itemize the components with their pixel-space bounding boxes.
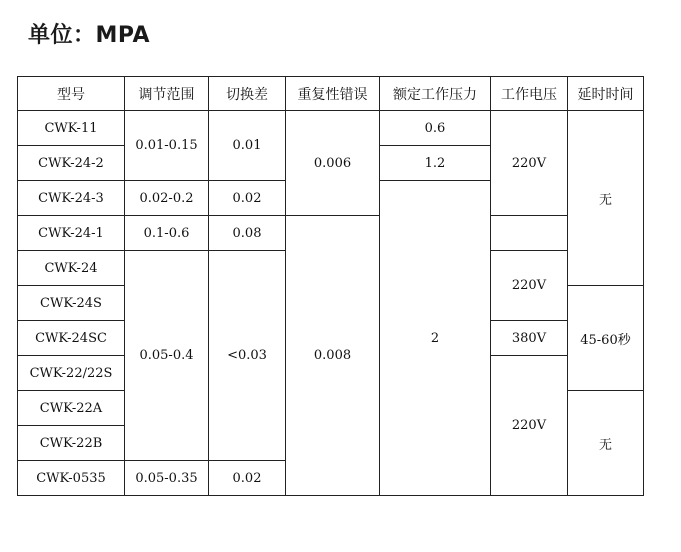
voltage-cell: 220V [491,111,568,216]
header-row [18,77,644,111]
header-cell-delay: 延时时间 [568,77,644,111]
table-row [18,216,644,251]
voltage-cell: 220V [491,356,568,496]
range-cell: 0.02-0.2 [125,181,209,216]
range-cell: 0.1-0.6 [125,216,209,251]
header-cell-repeat-error: 重复性错误 [286,77,380,111]
model-cell: CWK-24-1 [18,216,125,251]
header-cell-rated-pressure: 额定工作压力 [380,77,491,111]
header-cell-diff: 切换差 [209,77,286,111]
model-cell: CWK-24-3 [18,181,125,216]
voltage-cell: 220V [491,251,568,321]
model-cell: CWK-24SC [18,321,125,356]
diff-cell: 0.08 [209,216,286,251]
diff-cell: 0.02 [209,461,286,496]
delay-cell: 45-60秒 [568,286,644,391]
pressure-cell: 1.2 [380,146,491,181]
range-cell: 0.05-0.4 [125,251,209,461]
header-cell-range: 调节范围 [125,77,209,111]
header-cell-model: 型号 [18,77,125,111]
pressure-cell: 2 [380,181,491,496]
model-cell: CWK-0535 [18,461,125,496]
pressure-cell: 0.6 [380,111,491,146]
header-cell-voltage: 工作电压 [491,77,568,111]
diff-cell: 0.02 [209,181,286,216]
voltage-cell: 380V [491,321,568,356]
delay-cell: 无 [568,111,644,286]
range-cell: 0.01-0.15 [125,111,209,181]
repeat-error-cell: 0.008 [286,216,380,496]
model-cell: CWK-24 [18,251,125,286]
model-cell: CWK-11 [18,111,125,146]
model-cell: CWK-24-2 [18,146,125,181]
repeat-error-cell: 0.006 [286,111,380,216]
spec-table [17,76,644,496]
model-cell: CWK-22B [18,426,125,461]
table-row [18,111,644,146]
model-cell: CWK-22/22S [18,356,125,391]
model-cell: CWK-24S [18,286,125,321]
unit-title: 单位：MPA [28,23,151,48]
model-cell: CWK-22A [18,391,125,426]
diff-cell: <0.03 [209,251,286,461]
range-cell: 0.05-0.35 [125,461,209,496]
diff-cell: 0.01 [209,111,286,181]
delay-cell: 无 [568,391,644,496]
